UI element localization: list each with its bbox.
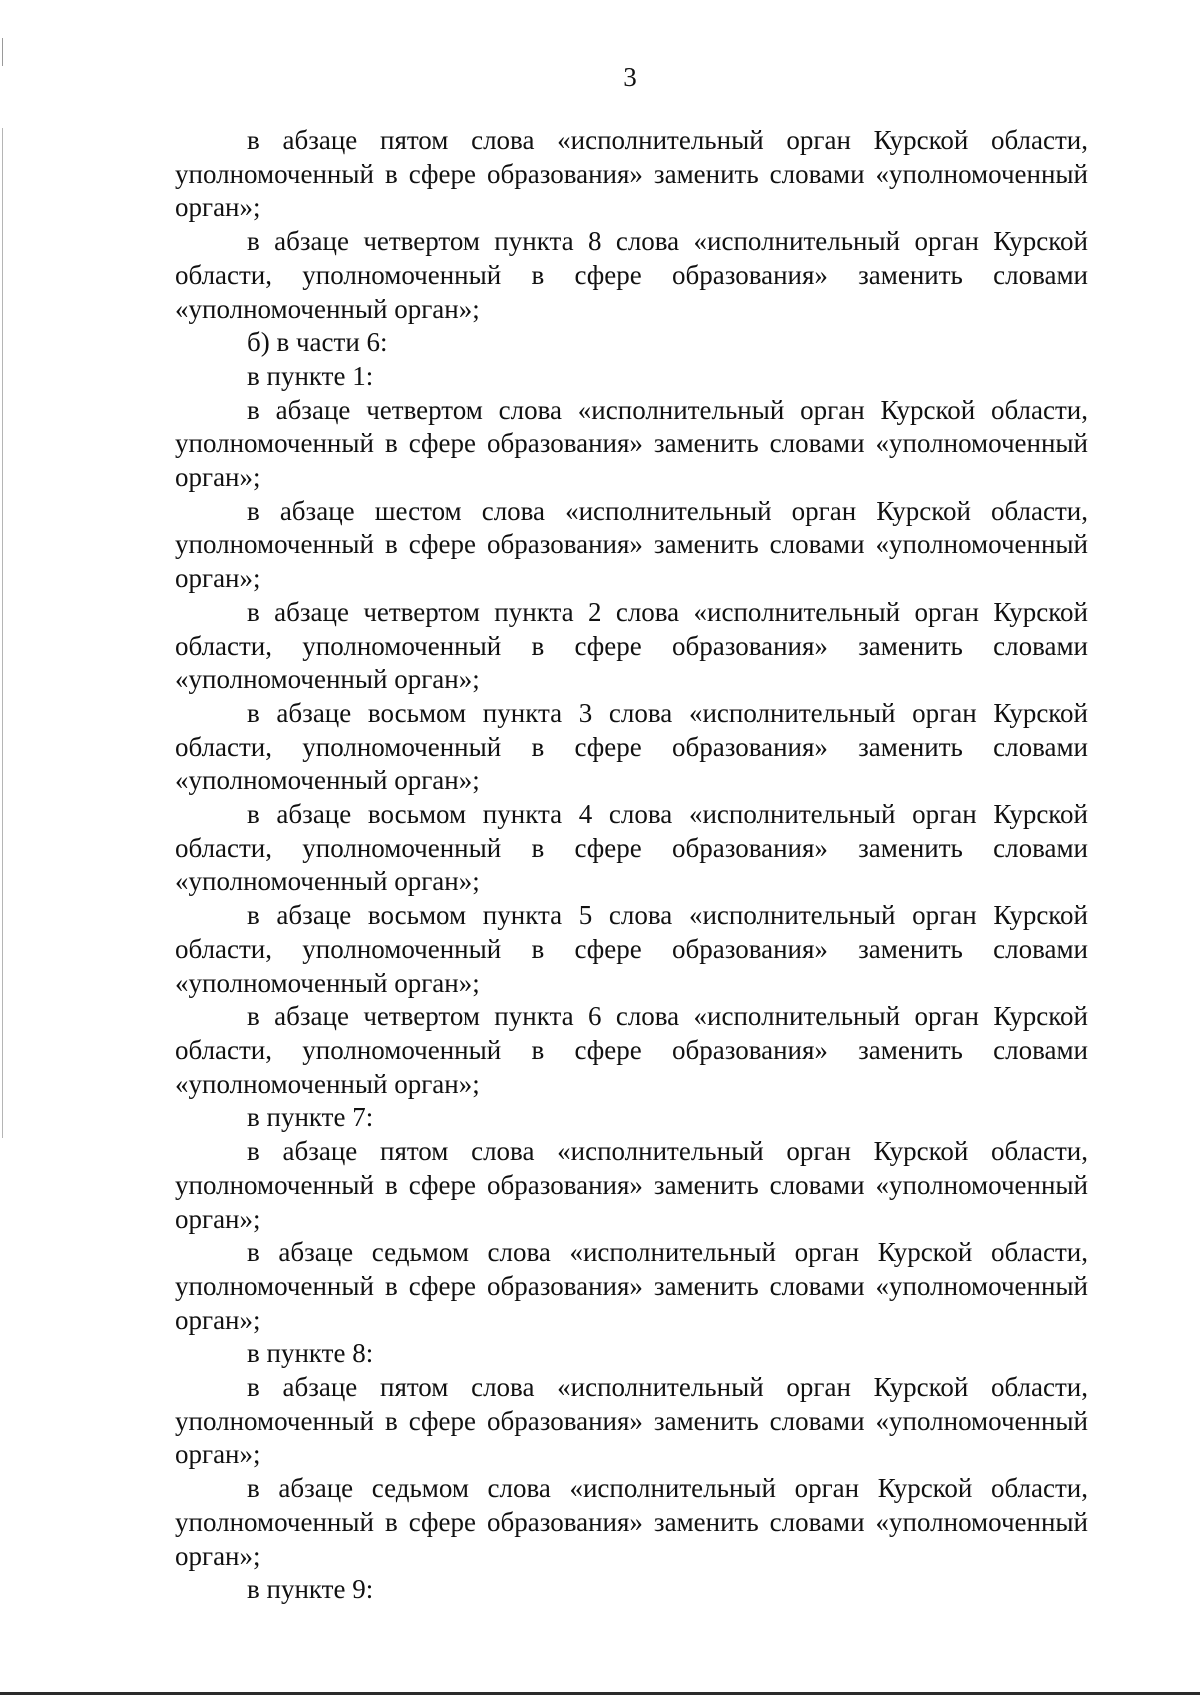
scan-edge-line [2,128,3,1138]
paragraph: в абзаце восьмом пункта 3 слова «исполнительный орган Курской области, уполномоченный в сфере образования» заменить словами «уполномоченный орган»; [175,697,1088,796]
paragraph: в абзаце седьмом слова «исполнительный орган Курской области, уполномоченный в сфере образования» заменить словами «уполномоченный орган»; [175,1237,1088,1335]
paragraph: в абзаце пятом слова «исполнительный орган Курской области, уполномоченный в сфере образования» заменить словами «уполномоченный орган»; [175,1136,1088,1234]
document-body [175,124,1088,1607]
item-heading: в пункте 8: [247,1338,374,1369]
paragraph: в абзаце восьмом пункта 4 слова «исполнительный орган Курской области, уполномоченный в сфере образования» заменить словами «уполномоченный орган»; [175,799,1088,897]
item-heading: в пункте 1: [247,360,374,391]
paragraph: в абзаце восьмом пункта 5 слова «исполнительный орган Курской области, уполномоченный в сфере образования» заменить словами «уполномоченный орган»; [175,900,1088,998]
paragraph: в абзаце четвертом слова «исполнительный орган Курской области, уполномоченный в сфере образования» заменить словами «уполномоченный орган»; [175,394,1088,493]
item-heading: в пункте 9: [247,1574,374,1605]
paragraph: в абзаце четвертом пункта 2 слова «исполнительный орган Курской области, уполномоченный в сфере образования» заменить словами «уполномоченный орган»; [175,596,1088,695]
bottom-rule [0,1692,1200,1695]
paragraph: в абзаце пятом слова «исполнительный орган Курской области, уполномоченный в сфере образования» заменить словами «уполномоченный орган»; [175,1372,1088,1470]
paragraph: в абзаце четвертом пункта 6 слова «исполнительный орган Курской области, уполномоченный в сфере образования» заменить словами «уполномоченный орган»; [175,1001,1088,1099]
page-number: 3 [623,62,637,92]
item-heading: в пункте 7: [247,1102,374,1133]
paragraph: в абзаце четвертом пункта 8 слова «исполнительный орган Курской области, уполномоченный в сфере образования» заменить словами «уполномоченный орган»; [175,226,1088,324]
paragraph: в абзаце седьмом слова «исполнительный орган Курской области, уполномоченный в сфере образования» заменить словами «уполномоченный орган»; [175,1473,1088,1571]
paragraph: в абзаце шестом слова «исполнительный орган Курской области, уполномоченный в сфере образования» заменить словами «уполномоченный орган»; [175,495,1088,594]
subsection-heading: б) в части 6: [247,327,388,358]
paragraph: в абзаце пятом слова «исполнительный орган Курской области, уполномоченный в сфере образования» заменить словами «уполномоченный орган»; [175,125,1088,223]
